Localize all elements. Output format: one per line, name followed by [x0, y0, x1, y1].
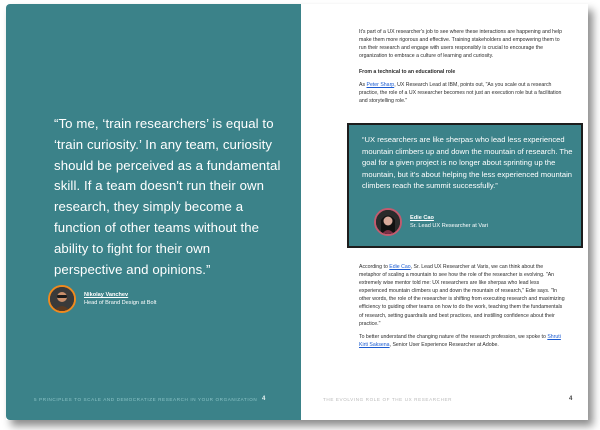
quote-author — [48, 285, 156, 313]
person-link[interactable]: Edie Cao — [389, 264, 411, 270]
paragraph: To better understand the changing nature of the research profession, we spoke to Shruti Kirti Saksena, Senior User Experience Researcher at Adobe. — [359, 334, 561, 349]
right-page — [301, 4, 588, 420]
pull-quote: “To me, ‘train researchers’ is equal to ‘train curiosity.’ In any team, curiosity should be perceived as a fundamental skill. If a team doesn't run their own research, they simply become a function of other teams without the ability to fight for their own perspective and opinions.” — [54, 116, 281, 277]
running-footer: 5 PRINCIPLES TO SCALE AND DEMOCRATIZE RESEARCH IN YOUR ORGANIZATION — [34, 397, 258, 402]
author-name[interactable]: Edie Cao — [410, 215, 434, 221]
page-number: 4 — [262, 396, 266, 402]
author-name[interactable]: Nikolay Vanchev — [84, 292, 129, 298]
author-avatar — [48, 285, 76, 313]
left-page — [6, 4, 301, 420]
quote-author — [374, 208, 488, 236]
paragraph: It's part of a UX researcher's job to see where these interactions are happening and help make them more rigorous and effective. Training stakeholders and empowering them to run their research and engage with users responsibly is crucial to encourage the organization to embrace a culture of learning and curiosity. — [359, 29, 562, 60]
paragraph: According to Edie Cao, Sr. Lead UX Researcher at Varis, we can think about the metaphor of scaling a mountain to see how the role of the researcher is evolving. "An extremely wise mentor told me: UX researchers are like sherpas who lead less experienced mountain climbers up and down the mountain of research," Edie says. "In other words, the role of the researcher is shifting from executing research and maximizing efficiency to guiding other teams on how to do the work, teaching them the fundamentals of research, setting guardrails and best practices, and instilling confidence about their practice." — [359, 264, 565, 327]
person-link[interactable]: Peter Sharp — [366, 82, 395, 88]
person-link[interactable]: Shruti Kirti Saksena — [359, 334, 561, 349]
page-number: 4 — [569, 396, 573, 402]
person-photo-icon — [50, 287, 74, 311]
paragraph: As Peter Sharp, UX Research Lead at IBM, points out, "As you scale out a research practice, the role of a UX researcher becomes not just an execution role but a facilitation and storytelling role." — [359, 82, 562, 105]
subheading: From a technical to an educational role — [359, 69, 456, 75]
document-spread — [6, 4, 588, 420]
running-footer: THE EVOLVING ROLE OF THE UX RESEARCHER — [323, 397, 453, 402]
author-role: Sr. Lead UX Researcher at Vari — [410, 223, 488, 229]
highlight-quote-box — [347, 123, 583, 248]
author-role: Head of Brand Design at Bolt — [84, 300, 157, 306]
author-avatar — [374, 208, 402, 236]
highlight-quote: “UX researchers are like sherpas who lead less experienced mountain climbers up and down the mountain of research. The goal for a given project is no longer about sprinting up the mountain, but it's about helping the less experienced mountain climbers reach the summit successfully.” — [362, 135, 573, 191]
person-photo-icon — [376, 210, 400, 234]
